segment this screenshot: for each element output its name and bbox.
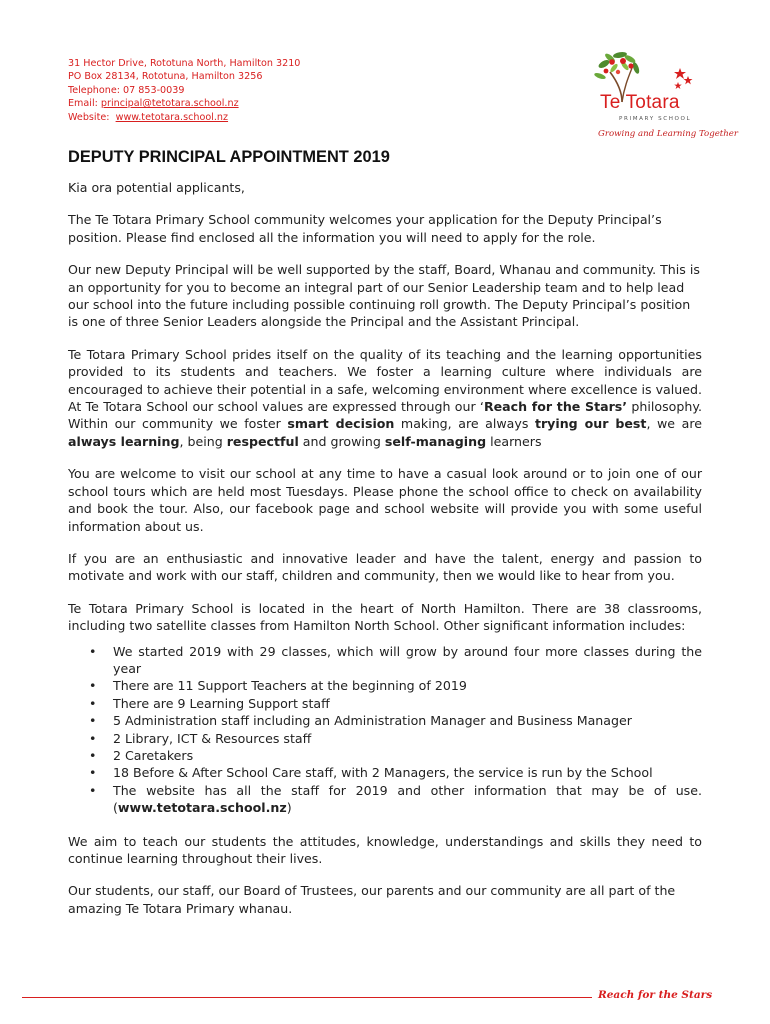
list-item-text: There are 11 Support Teachers at the beginning of 2019 — [113, 678, 467, 694]
website-reference-link[interactable]: www.tetotara.school.nz — [117, 800, 287, 816]
list-item — [89, 695, 702, 712]
website-label: Website: — [68, 111, 110, 123]
values-bold-always-learning: always learning — [68, 433, 180, 449]
paragraph-welcome: The Te Totara Primary School community welcomes your application for the Deputy Principal’s position. Please find enclosed all the information you will need to apply for the role. — [68, 212, 662, 245]
website-link[interactable]: www.tetotara.school.nz — [115, 111, 229, 123]
list-item — [89, 764, 702, 781]
bullet-dot: • — [89, 765, 97, 781]
logo-subtitle: PRIMARY SCHOOL — [619, 116, 692, 122]
greeting: Kia ora potential applicants, — [68, 180, 245, 195]
telephone-line — [68, 84, 408, 97]
values-text-4: , we are — [646, 416, 702, 432]
page-title: DEPUTY PRINCIPAL APPOINTMENT 2019 — [68, 148, 390, 166]
telephone-number: 07 853-0039 — [123, 84, 185, 96]
list-item — [89, 712, 702, 729]
list-item-text: 18 Before & After School Care staff, with 2 Managers, the service is run by the School — [113, 765, 653, 781]
bullet-dot: • — [89, 713, 97, 729]
values-bold-self-managing: self-managing — [384, 433, 487, 449]
paragraph-visit: You are welcome to visit our school at any time to have a casual look around or to join one of our school tours which are held most Tuesdays. Please phone the school office to check on availability and book the tour. Also, our facebook page and school website will provide you with some useful information about us. — [68, 466, 702, 534]
list-item — [89, 643, 702, 678]
values-text-5: , being — [179, 433, 227, 449]
bullet-dot: • — [89, 782, 97, 798]
values-bold-trying-best: trying our best — [534, 416, 647, 432]
list-item — [89, 747, 702, 764]
values-bold-smart-decision: smart decision — [287, 416, 395, 432]
school-logo — [592, 50, 738, 145]
list-item-text: 5 Administration staff including an Administration Manager and Business Manager — [113, 713, 632, 729]
telephone-label: Telephone: — [68, 84, 120, 96]
logo-school-name: Te Totara — [600, 92, 680, 113]
list-item-text: There are 9 Learning Support staff — [113, 695, 330, 711]
paragraph-community: Our students, our staff, our Board of Trustees, our parents and our community are all part of the amazing Te Totara Primary whanau. — [68, 883, 676, 916]
school-contact-block — [68, 57, 408, 124]
email-line — [68, 97, 408, 110]
logo-tagline: Growing and Learning Together — [598, 129, 738, 139]
letter-body — [68, 147, 702, 932]
values-text-1: Te Totara Primary School prides itself on the quality of its teaching and the learning opportunities provided to its students and teachers. We foster a learning culture where individuals are encouraged to achieve their potential in a safe, welcoming environment where excellence is valued. At Te Totara School our school values are expressed through our ‘ — [68, 346, 702, 415]
bullet-dot: • — [89, 643, 97, 659]
email-link[interactable]: principal@tetotara.school.nz — [100, 98, 239, 110]
school-facts-list — [68, 643, 702, 817]
website-line — [68, 111, 408, 124]
values-text-7: learners — [486, 433, 542, 449]
bullet-dot: • — [89, 678, 97, 694]
list-item — [89, 677, 702, 694]
list-item-text: 2 Caretakers — [113, 747, 194, 763]
footer-divider — [22, 997, 592, 998]
paragraph-call-to-action: If you are an enthusiastic and innovative leader and have the talent, energy and passion to motivate and work with our staff, children and community, then we would like to hear from you. — [68, 550, 702, 584]
list-item-text: The website has all the staff for 2019 and other information that may be of use. ( — [113, 782, 702, 816]
values-text-6: and growing — [298, 433, 385, 449]
email-label: Email: — [68, 98, 98, 110]
paragraph-aims: We aim to teach our students the attitudes, knowledge, understandings and skills they need to continue learning throughout their lives. — [68, 833, 702, 866]
paragraph-support: Our new Deputy Principal will be well supported by the staff, Board, Whanau and community. This is an opportunity for you to become an integral part of our Senior Leadership team and to help lead our school into the future including possible continuing roll growth. The Deputy Principal’s position is one of three Senior Leaders alongside the Principal and the Assistant Principal. — [68, 262, 700, 330]
footer-slogan: Reach for the Stars — [598, 989, 713, 1001]
values-text-3: making, are always — [394, 416, 535, 432]
values-bold-reach-for-stars: Reach for the Stars’ — [483, 399, 628, 415]
address-line-1: 31 Hector Drive, Rototuna North, Hamilton 3210 — [68, 58, 301, 69]
list-item-text: We started 2019 with 29 classes, which will grow by around four more classes during the year — [113, 643, 702, 676]
paragraph-location: Te Totara Primary School is located in the heart of North Hamilton. There are 38 classrooms, including two satellite classes from Hamilton North School. Other significant information includes: — [68, 600, 702, 634]
address-line-2: PO Box 28134, Rototuna, Hamilton 3256 — [68, 71, 263, 83]
list-item — [89, 782, 702, 817]
bullet-dot: • — [89, 730, 97, 746]
bullet-dot: • — [89, 695, 97, 711]
list-item-text: 2 Library, ICT & Resources staff — [113, 730, 312, 746]
paragraph-values — [68, 346, 702, 450]
values-bold-respectful: respectful — [226, 433, 299, 449]
bullet-dot: • — [89, 747, 97, 763]
values-text-2: philosophy. Within our community we foster — [68, 399, 702, 432]
list-item-text: ) — [286, 800, 292, 816]
list-item — [89, 730, 702, 747]
